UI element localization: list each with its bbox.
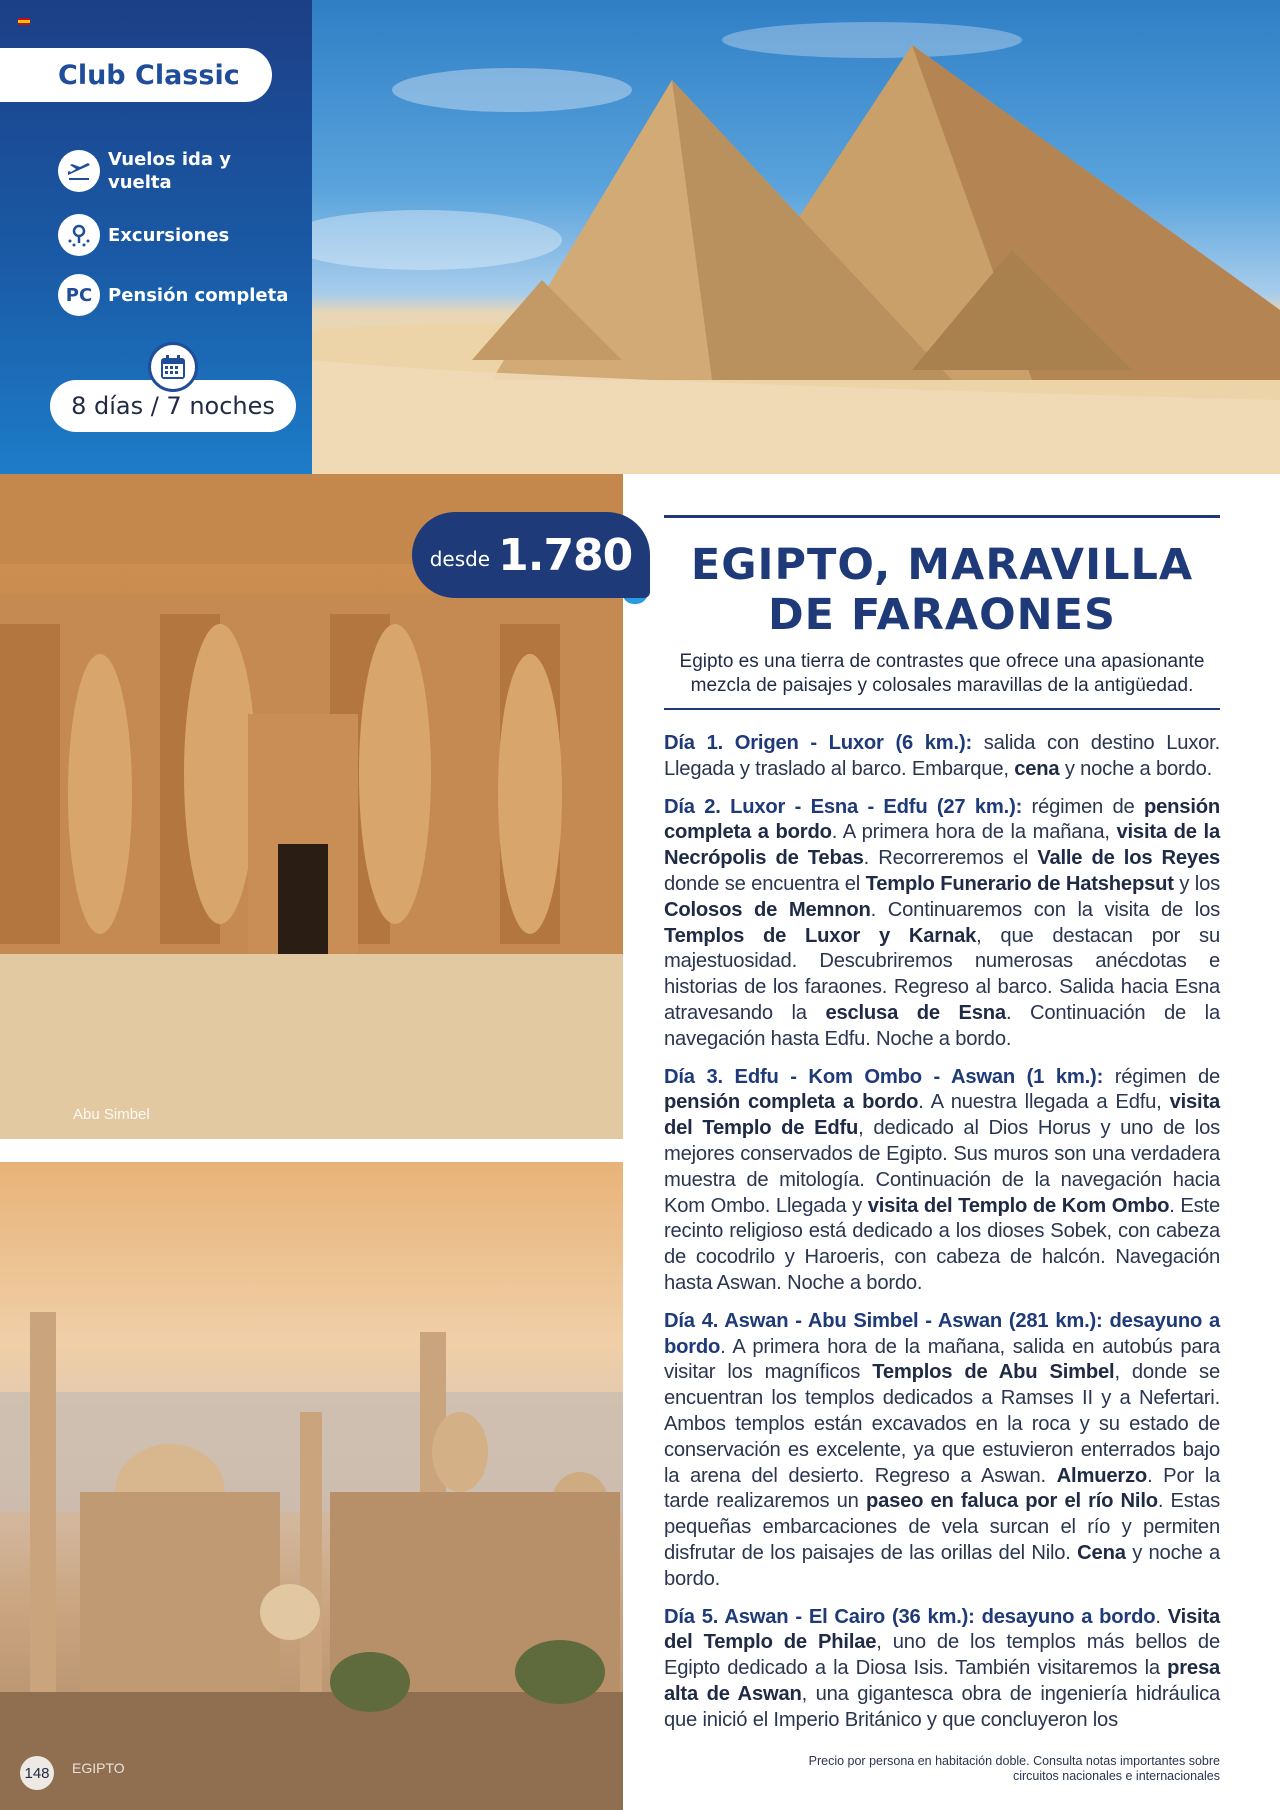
itinerary-highlight: esclusa de Esna bbox=[825, 1001, 1006, 1024]
itinerary-highlight: Valle de los Reyes bbox=[1037, 847, 1221, 870]
feature-flights-label: Vuelos ida y vuelta bbox=[108, 149, 232, 193]
pc-icon: PC bbox=[58, 274, 100, 316]
itinerary-highlight: cena bbox=[1014, 757, 1060, 780]
airplane-icon bbox=[58, 150, 100, 192]
page-title bbox=[664, 540, 1220, 640]
title-line-1: EGIPTO, MARAVILLA bbox=[690, 540, 1194, 590]
itinerary-highlight: visita del Templo de Edfu bbox=[664, 1091, 1221, 1140]
itinerary-text: . Recorreremos el bbox=[863, 847, 1038, 870]
page-number: 148 bbox=[20, 1756, 54, 1790]
itinerary-text: . Continuaremos con la visita de los bbox=[870, 898, 1221, 921]
itinerary-day-heading: Día 5. Aswan - El Cairo (36 km.): desayuno a bordo bbox=[664, 1605, 1156, 1628]
itinerary-highlight: pensión completa a bordo bbox=[664, 795, 1220, 844]
itinerary bbox=[664, 731, 1220, 1745]
itinerary-highlight: paseo en faluca por el río Nilo bbox=[865, 1490, 1158, 1513]
itinerary-day-heading: Día 3. Edfu - Kom Ombo - Aswan (1 km.): bbox=[664, 1065, 1104, 1088]
itinerary-text: , dedicado al Dios Horus y uno de los mejores conservados de Egipto. Sus muros son una verdadera muestra de mitología. Continuación de la navegación hacia Kom Ombo. Llegada y bbox=[664, 1117, 1220, 1217]
excursion-pin-icon bbox=[58, 214, 100, 256]
itinerary-text: , uno de los templos más bellos de Egipto dedicado a la Diosa Isis. También visitaremos la bbox=[664, 1631, 1220, 1680]
cairo-mosque-photo bbox=[0, 1162, 623, 1810]
itinerary-highlight: Cena bbox=[1077, 1541, 1126, 1564]
itinerary-text: salida con destino Luxor. Llegada y traslado al barco. Embarque, bbox=[664, 732, 1220, 780]
title-line-2: DE FARAONES bbox=[767, 590, 1117, 640]
itinerary-text: . A nuestra llegada a Edfu, bbox=[918, 1091, 1170, 1114]
price-badge bbox=[412, 512, 650, 598]
itinerary-text: . bbox=[1155, 1605, 1168, 1628]
itinerary-highlight: Templo Funerario de Hatshepsut bbox=[865, 872, 1174, 895]
itinerary-text: y los bbox=[1173, 872, 1220, 895]
duration-pill: 8 días / 7 noches bbox=[50, 380, 296, 432]
intro-text: Egipto es una tierra de contrastes que ofrece una apasionante mezcla de paisajes y colosales maravillas de la antigüedad. bbox=[679, 651, 1205, 696]
club-label: Club Classic bbox=[0, 48, 272, 102]
title-rule-bottom bbox=[664, 708, 1220, 710]
itinerary-day-heading: Día 1. Origen - Luxor (6 km.): bbox=[664, 732, 972, 754]
itinerary-text: , donde se encuentran los templos dedicados a Ramses II y a Nefertari. Ambos templos están excavados en la roca y su estado de conservación es excelente, ya que estuvieron enterrados bajo la arena del desierto. Regreso a Aswan. bbox=[664, 1361, 1220, 1487]
feature-excursions bbox=[58, 214, 229, 256]
itinerary-text: régimen de bbox=[1022, 795, 1144, 818]
itinerary-day bbox=[664, 795, 1220, 1053]
itinerary-highlight: Templos de Luxor y Karnak bbox=[664, 924, 977, 947]
offer-badge-panel bbox=[0, 0, 312, 474]
itinerary-text: . Continuación de la navegación hasta Edfu. Noche a bordo. bbox=[664, 1001, 1220, 1050]
price-footnote: Precio por persona en habitación doble. Consulta notas importantes sobre circuitos nacionales e internacionales bbox=[808, 1754, 1220, 1783]
itinerary-highlight: visita de la Necrópolis de Tebas bbox=[664, 821, 1220, 870]
itinerary-text: . A primera hora de la mañana, bbox=[831, 821, 1117, 844]
itinerary-text: y noche a bordo. bbox=[1059, 757, 1213, 780]
itinerary-day bbox=[664, 1605, 1220, 1734]
itinerary-text: , que destacan por su majestuosidad. Descubriremos numerosas anécdotas e historias de los faraones. Regreso al barco. Salida hacia Esna atravesando la bbox=[664, 924, 1220, 1024]
itinerary-day-heading: Día 4. Aswan - Abu Simbel - Aswan (281 km.): desayuno a bordo bbox=[664, 1309, 1220, 1358]
itinerary-text: donde se encuentra el bbox=[664, 872, 866, 895]
feature-full-board-label: Pensión completa bbox=[108, 284, 289, 306]
photo-caption: Abu Simbel bbox=[73, 1106, 150, 1123]
itinerary-text: . Estas pequeñas embarcaciones de vela surcan el río y permiten disfrutar de los paisajes de las orillas del Nilo. bbox=[664, 1490, 1221, 1564]
itinerary-text: , una gigantesca obra de ingeniería hidráulica que inició el Imperio Británico y que concluyeron los bbox=[664, 1682, 1221, 1731]
feature-flights bbox=[58, 148, 238, 194]
section-label: EGIPTO bbox=[72, 1760, 125, 1776]
calendar-icon bbox=[148, 342, 198, 392]
itinerary-text: . Por la tarde realizaremos un bbox=[664, 1464, 1221, 1513]
itinerary-day-heading: Día 2. Luxor - Esna - Edfu (27 km.): bbox=[664, 795, 1023, 818]
itinerary-highlight: pensión completa a bordo bbox=[664, 1091, 919, 1114]
itinerary-text: y noche a bordo. bbox=[664, 1541, 1221, 1590]
itinerary-text: . A primera hora de la mañana, salida en autobús para visitar los magníficos bbox=[664, 1335, 1220, 1384]
itinerary-text: régimen de bbox=[1103, 1065, 1221, 1088]
pyramids-photo bbox=[312, 0, 1280, 474]
price-amount: 1.780 bbox=[498, 529, 633, 581]
itinerary-day bbox=[664, 1065, 1220, 1297]
itinerary-highlight: visita del Templo de Kom Ombo bbox=[867, 1194, 1170, 1217]
itinerary-highlight: presa alta de Aswan bbox=[664, 1657, 1220, 1705]
feature-excursions-label: Excursiones bbox=[108, 224, 230, 246]
feature-full-board bbox=[58, 274, 288, 316]
itinerary-text: . Este recinto religioso está dedicado a los dioses Sobek, con cabeza de cocodrilo y Haroeris, con cabeza de halcón. Navegación hasta Aswan. Noche a bordo. bbox=[664, 1194, 1220, 1294]
spain-flag-icon bbox=[18, 18, 30, 25]
itinerary-day bbox=[664, 731, 1220, 783]
itinerary-highlight: Visita del Templo de Philae bbox=[664, 1605, 1220, 1654]
price-from-label: desde bbox=[429, 547, 491, 571]
itinerary-highlight: Almuerzo bbox=[1056, 1464, 1148, 1487]
itinerary-highlight: Colosos de Memnon bbox=[664, 898, 871, 921]
itinerary-highlight: Templos de Abu Simbel bbox=[872, 1361, 1115, 1384]
itinerary-day bbox=[664, 1309, 1220, 1593]
title-rule-top bbox=[664, 515, 1220, 518]
